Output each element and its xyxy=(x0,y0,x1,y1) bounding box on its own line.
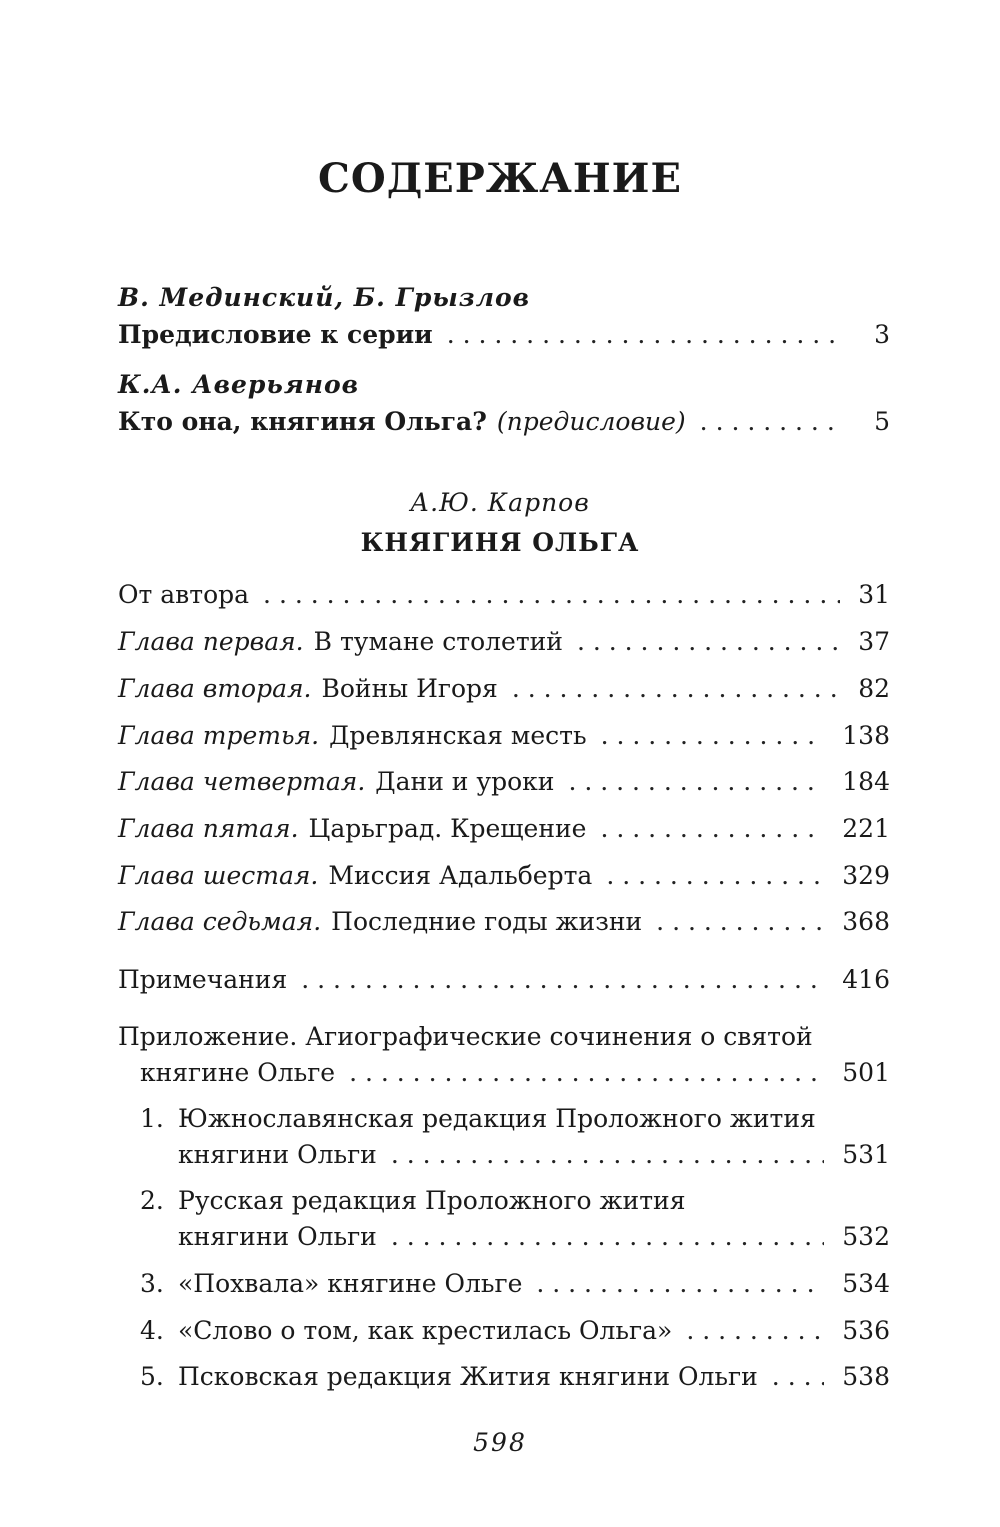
leader-dots xyxy=(568,767,824,796)
entry-title: Древлянская месть xyxy=(329,721,587,750)
toc-entry-chapter[interactable] xyxy=(118,580,890,614)
entry-page: 138 xyxy=(842,721,890,750)
appendix-item-line[interactable] xyxy=(140,1104,816,1133)
appendix-item-line[interactable] xyxy=(140,1186,685,1215)
chapter-label: Глава пятая. xyxy=(118,814,299,843)
leader-dots xyxy=(686,1316,824,1345)
page-title: СОДЕРЖАНИЕ xyxy=(318,155,682,202)
entry-title: Псковская редакция Жития княгини Ольги xyxy=(178,1362,758,1391)
entry-page: 221 xyxy=(842,814,890,843)
toc-entry-chapter[interactable] xyxy=(118,907,890,941)
leader-dots xyxy=(447,320,842,349)
toc-entry-chapter[interactable] xyxy=(118,627,890,661)
entry-title: Миссия Адальберта xyxy=(328,861,593,890)
toc-entry-appendix-item[interactable] xyxy=(178,1222,890,1256)
entry-page: 82 xyxy=(858,674,890,703)
entry-page: 532 xyxy=(842,1222,890,1251)
entry-title: Дани и уроки xyxy=(375,767,555,796)
entry-title: Предисловие к серии xyxy=(118,320,433,349)
entry-title: княгине Ольге xyxy=(140,1058,336,1087)
chapter-label: Глава седьмая. xyxy=(118,907,322,936)
entry-page: 536 xyxy=(842,1316,890,1345)
leader-dots xyxy=(536,1269,824,1298)
front-author-1: В. Мединский, Б. Грызлов xyxy=(118,283,531,312)
page-number: 598 xyxy=(473,1428,527,1457)
entry-title: княгини Ольги xyxy=(178,1222,377,1251)
chapter-label: Глава четвертая. xyxy=(118,767,366,796)
toc-entry-chapter[interactable] xyxy=(118,674,890,708)
leader-dots xyxy=(391,1140,824,1169)
toc-entry-chapter[interactable] xyxy=(118,861,890,895)
entry-page: 329 xyxy=(842,861,890,890)
leader-dots xyxy=(600,814,824,843)
entry-page: 31 xyxy=(858,580,890,609)
toc-entry-appendix-item[interactable] xyxy=(178,1140,890,1174)
chapter-label: Глава шестая. xyxy=(118,861,319,890)
entry-page: 538 xyxy=(842,1362,890,1391)
leader-dots xyxy=(577,627,840,656)
item-number: 3. xyxy=(140,1269,164,1298)
book-author: А.Ю. Карпов xyxy=(410,488,590,517)
leader-dots xyxy=(700,407,842,436)
book-title: КНЯГИНЯ ОЛЬГА xyxy=(360,528,640,557)
toc-entry-appendix[interactable] xyxy=(140,1058,890,1092)
toc-entry-appendix-item[interactable] xyxy=(140,1269,890,1303)
leader-dots xyxy=(606,861,824,890)
entry-note: (предисловие) xyxy=(496,407,686,436)
entry-page: 501 xyxy=(842,1058,890,1087)
leader-dots xyxy=(512,674,840,703)
entry-page: 3 xyxy=(874,320,890,349)
leader-dots xyxy=(656,907,824,936)
entry-title: княгини Ольги xyxy=(178,1140,377,1169)
leader-dots xyxy=(301,965,824,994)
toc-entry-preface[interactable] xyxy=(118,407,890,441)
toc-entry-chapter[interactable] xyxy=(118,814,890,848)
entry-page: 5 xyxy=(874,407,890,436)
toc-entry-preface-series[interactable] xyxy=(118,320,890,354)
entry-title: В тумане столетий xyxy=(313,627,563,656)
item-title: Южнославянская редакция Проложного жития xyxy=(178,1104,816,1133)
appendix-title-line[interactable]: Приложение. Агиографические сочинения о святой xyxy=(118,1022,813,1051)
chapter-label: Глава первая. xyxy=(118,627,304,656)
chapter-label: Глава третья. xyxy=(118,721,320,750)
entry-page: 368 xyxy=(842,907,890,936)
entry-title: Царьград. Крещение xyxy=(308,814,587,843)
toc-entry-notes[interactable] xyxy=(118,965,890,999)
entry-page: 184 xyxy=(842,767,890,796)
entry-title: Последние годы жизни xyxy=(331,907,643,936)
item-number: 4. xyxy=(140,1316,164,1345)
leader-dots xyxy=(263,580,840,609)
entry-title: От автора xyxy=(118,580,250,609)
entry-page: 534 xyxy=(842,1269,890,1298)
leader-dots xyxy=(349,1058,824,1087)
leader-dots xyxy=(601,721,825,750)
item-number: 2. xyxy=(140,1186,164,1215)
item-number: 5. xyxy=(140,1362,164,1391)
entry-page: 531 xyxy=(842,1140,890,1169)
toc-entry-appendix-item[interactable] xyxy=(140,1316,890,1350)
entry-title: «Слово о том, как крестилась Ольга» xyxy=(178,1316,673,1345)
entry-title: Кто она, княгиня Ольга? xyxy=(118,407,487,436)
chapter-label: Глава вторая. xyxy=(118,674,312,703)
entry-page: 37 xyxy=(858,627,890,656)
entry-title: Войны Игоря xyxy=(321,674,498,703)
front-author-2: К.А. Аверьянов xyxy=(118,370,360,399)
entry-page: 416 xyxy=(842,965,890,994)
toc-entry-chapter[interactable] xyxy=(118,721,890,755)
entry-title: Примечания xyxy=(118,965,288,994)
item-number: 1. xyxy=(140,1104,164,1133)
leader-dots xyxy=(391,1222,824,1251)
item-title: Русская редакция Проложного жития xyxy=(178,1186,686,1215)
leader-dots xyxy=(772,1362,824,1391)
toc-entry-chapter[interactable] xyxy=(118,767,890,801)
entry-title: «Похвала» княгине Ольге xyxy=(178,1269,523,1298)
toc-entry-appendix-item[interactable] xyxy=(140,1362,890,1396)
